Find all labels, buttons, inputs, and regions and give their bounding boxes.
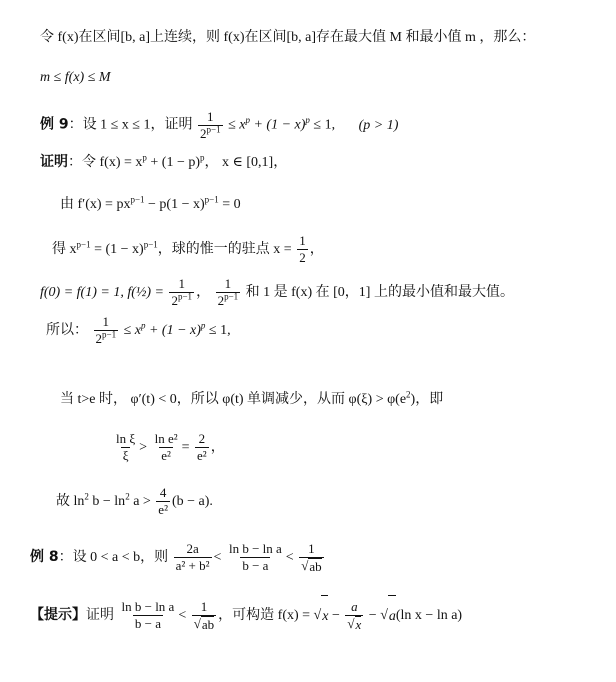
fraction-numerator: 4 (159, 485, 167, 501)
so-part2: + (1 − x) (145, 323, 201, 338)
therefore-line (56, 482, 213, 522)
so-exp1: p (140, 320, 146, 331)
monotone-line (60, 390, 443, 410)
ineq-part1: ≤ x (228, 117, 246, 133)
so-fraction (94, 314, 119, 347)
hint-mid: ，可构造 f(x) = (218, 608, 311, 623)
fraction-numerator: ln b − ln a (228, 541, 282, 557)
proof-line (40, 152, 287, 173)
bound-text: m ≤ f(x) ≤ M (40, 70, 111, 85)
derivative-line (60, 195, 241, 215)
deriv-text-a: 由 f′(x) = px (60, 197, 131, 212)
fraction-denominator (216, 292, 241, 309)
values-fraction-1 (169, 276, 194, 309)
fraction-denominator: e² (158, 502, 168, 518)
fraction-denominator: a² + b² (175, 558, 210, 574)
fraction-numerator: 1 (299, 233, 306, 249)
fraction-numerator: 2a (186, 541, 199, 557)
hint-fraction-3 (345, 599, 363, 633)
stat-text-c: ，球的惟一的驻点 x = (157, 242, 292, 257)
ln-xi-tail: ， (210, 440, 225, 455)
so-part1: ≤ x (123, 323, 141, 338)
ineq-exp2: p (305, 115, 310, 126)
stat-tail: ， (309, 242, 324, 257)
therefore-tail: (b − a). (171, 494, 213, 509)
therefore-fraction (156, 485, 170, 518)
den-exp: p−1 (206, 124, 221, 135)
den-exp: p−1 (102, 329, 117, 340)
monotone-text: 当 t>e 时， φ′(t) < 0，所以 φ(t) 单调减少，从而 φ(ξ) > φ(e (60, 392, 407, 407)
den-base: 2 (217, 293, 225, 309)
condition: (p > 1) (358, 117, 399, 133)
sqrt-radicand: ab (201, 616, 215, 632)
hint-minus-2: − (365, 608, 377, 623)
proof-text-c: ， x ∈ [0,1]， (204, 155, 288, 170)
proof-label: 证明 (40, 154, 68, 170)
values-text: f(0) = f(1) = 1, f(½) = (40, 285, 164, 300)
stat-exp1: p−1 (76, 239, 91, 250)
example-9-fraction (198, 109, 223, 142)
den-base: 2 (95, 331, 102, 347)
so-exp2: p (200, 320, 206, 331)
fraction-denominator (345, 615, 363, 633)
hint-tail: (ln x − ln a) (395, 608, 463, 623)
fraction-denominator (169, 292, 194, 309)
hint-pre: 证明 (86, 608, 114, 623)
text-line-continuity (40, 28, 535, 48)
sqrt-radicand: x (321, 595, 328, 638)
eq-sign: = (181, 440, 190, 455)
deriv-text-b: − p(1 − x) (144, 197, 205, 212)
therefore-text-a: 故 ln (56, 494, 85, 509)
ln-xi-line (112, 428, 225, 468)
values-fraction-2 (216, 276, 241, 309)
hint-fraction-2 (192, 599, 216, 633)
sqrt-radicand: x (355, 616, 362, 632)
stat-exp2: p−1 (143, 239, 158, 250)
lt-sign-1: < (213, 550, 222, 565)
fraction-denominator (299, 557, 323, 575)
fraction-numerator: 1 (308, 540, 315, 556)
ln-xi-fraction-2 (153, 431, 180, 464)
therefore-exp1: 2 (84, 491, 89, 502)
fraction-denominator: e² (197, 448, 207, 464)
example-8-fraction-2 (227, 541, 284, 574)
fraction-denominator: 2 (299, 250, 306, 266)
example-8-label: 例 8 (30, 549, 59, 565)
proof-exp1: p (142, 152, 147, 163)
therefore-text-b: b − ln (88, 494, 126, 509)
den-exp: p−1 (177, 291, 193, 302)
hint-label: 【提示】 (30, 607, 86, 623)
so-text: 所以： (46, 323, 88, 338)
sqrt-symbol: √ x (347, 615, 362, 632)
fraction-denominator (94, 330, 119, 347)
continuity-text: 令 f(x)在区间[b, a]上连续，则 f(x)在区间[b, a]存在最大值 M 和最小值 m ，那么： (40, 30, 536, 45)
fraction-numerator: a (351, 598, 358, 614)
sqrt-symbol: √ ab (193, 615, 215, 632)
hint-fraction-1 (120, 599, 177, 632)
fraction-denominator: e² (161, 448, 171, 464)
example-8-pre: ：设 0 < a < b，则 (58, 550, 169, 565)
gt-sign: > (139, 440, 148, 455)
deriv-exp2: p−1 (204, 194, 219, 205)
values-tail: 和 1 是 f(x) 在 [0，1] 上的最小值和最大值。 (245, 285, 514, 300)
therefore-text-c: a > (129, 494, 151, 509)
example-8-fraction-1 (174, 541, 212, 574)
proof-exp2: p (200, 152, 205, 163)
sqrt-radicand: ab (309, 558, 322, 574)
ineq-part2: + (1 − x) (249, 117, 306, 133)
example-9-pre: ：设 1 ≤ x ≤ 1，证明 (68, 117, 193, 133)
hint-line (30, 594, 462, 638)
fraction-numerator: 1 (178, 276, 186, 292)
stat-text-a: 得 x (52, 242, 77, 257)
example-8-fraction-3 (299, 541, 323, 575)
so-part3: ≤ 1, (205, 323, 231, 338)
ineq-exp1: p (245, 115, 250, 126)
text-line-bound (40, 68, 111, 88)
lt-sign-2: < (285, 550, 294, 565)
proof-text-b: + (1 − p) (146, 155, 201, 170)
sqrt-radicand: a (388, 595, 396, 638)
fraction-numerator: 1 (200, 598, 208, 614)
example-9-label: 例 9 (40, 116, 69, 133)
so-line (46, 313, 231, 349)
fraction-numerator: ln e² (154, 431, 178, 447)
deriv-exp1: p−1 (130, 194, 145, 205)
fraction-denominator: b − a (134, 616, 161, 632)
fraction-numerator: 1 (224, 276, 232, 292)
fraction-numerator: 1 (207, 109, 214, 124)
example-9 (40, 109, 398, 142)
values-sep: ， (196, 285, 211, 300)
deriv-text-c: = 0 (218, 197, 241, 212)
fraction-numerator: 2 (198, 431, 206, 447)
fraction-denominator: b − a (242, 558, 269, 574)
stationary-line (52, 232, 324, 268)
stat-fraction (297, 233, 308, 266)
fraction-denominator (198, 125, 223, 142)
therefore-exp2: 2 (125, 491, 130, 502)
proof-text-a: ：令 f(x) = x (68, 155, 143, 170)
stat-text-b: = (1 − x) (90, 242, 144, 257)
ln-xi-fraction-3 (195, 431, 209, 464)
ln-xi-fraction-1 (114, 431, 137, 464)
den-base: 2 (200, 126, 207, 141)
fraction-numerator: ln ξ (116, 431, 136, 447)
monotone-tail: )，即 (410, 392, 444, 407)
fraction-numerator: ln b − ln a (121, 599, 175, 615)
ineq-part3: ≤ 1, (309, 117, 336, 133)
sqrt-symbol: √ a (380, 595, 396, 638)
sqrt-symbol: √ x (314, 595, 329, 638)
den-base: 2 (171, 293, 178, 309)
den-exp: p−1 (224, 291, 239, 302)
fraction-denominator: ξ (122, 448, 129, 464)
fraction-denominator (192, 615, 216, 633)
monotone-exp: 2 (406, 389, 411, 400)
hint-minus-1: − (328, 608, 340, 623)
fraction-numerator: 1 (102, 314, 110, 330)
sqrt-symbol: √ ab (301, 557, 322, 574)
values-line (40, 275, 514, 311)
example-8 (30, 536, 326, 579)
hint-lt-sign: < (178, 608, 187, 623)
